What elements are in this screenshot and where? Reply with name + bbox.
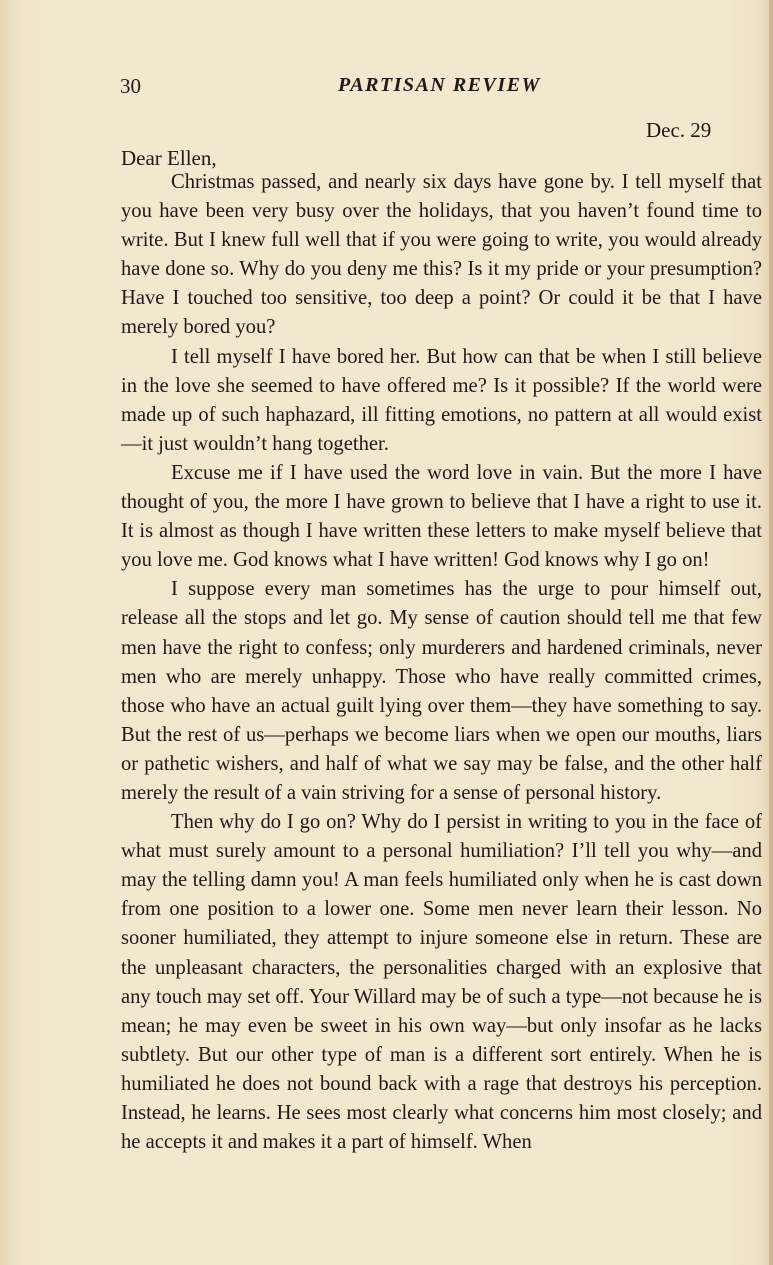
letter-salutation: Dear Ellen, (121, 146, 217, 170)
page-edge (769, 0, 773, 1265)
running-header (120, 74, 760, 102)
paragraph: I suppose every man sometimes has the urge to pour himself out, release all the stops and let go. My sense of caution should tell me that few men have the right to confess; only murderers and hardened criminals, never men who are merely unhappy. Those who have really committed crimes, those who have an actual guilt lying over them—they have something to say. But the rest of us—perhaps we become liars when we open our mouths, liars or pathetic wishers, and half of what we say may be false, and the other half merely the result of a vain striving for a sense of personal history. (121, 578, 762, 804)
journal-title: PARTISAN REVIEW (338, 74, 541, 96)
letter-body (121, 168, 762, 1157)
paragraph: I tell myself I have bored her. But how can that be when I still believe in the love she seemed to have offered me? Is it possible? If the world were made up of such haphazard, ill fitting emotions, no pattern at all would exist—it just wouldn’t hang together. (121, 345, 762, 455)
letter-date: Dec. 29 (646, 118, 712, 142)
paragraph: Then why do I go on? Why do I persist in writing to you in the face of what must surely amount to a personal humiliation? I’ll tell you why—and may the telling damn you! A man feels humiliated only when he is cast down from one position to a lower one. Some men never learn their lesson. No sooner humiliated, they attempt to injure someone else in return. These are the unpleasant characters, the personalities charged with an explosive that any touch may set off. Your Willard may be of such a type—not because he is mean; he may even be sweet in his own way—but only insofar as he lacks subtlety. But our other type of man is a different sort entirely. When he is humiliated he does not bound back with a rage that destroys his perception. Instead, he learns. He sees most clearly what concerns him most closely; and he accepts it and makes it a part of himself. When (121, 811, 762, 1154)
paragraph: Excuse me if I have used the word love in vain. But the more I have thought of you, the more I have grown to believe that I have a right to use it. It is almost as though I have written these letters to make myself believe that you love me. God knows what I have written! God knows why I go on! (121, 461, 762, 572)
page-number: 30 (120, 74, 141, 98)
paragraph: Christmas passed, and nearly six days have gone by. I tell myself that you have been very busy over the holidays, that you haven’t found time to write. But I knew full well that if you were going to write, you would already have done so. Why do you deny me this? Is it my pride or your presumption? Have I touched too sensitive, too deep a point? Or could it be that I have merely bored you? (121, 171, 762, 339)
